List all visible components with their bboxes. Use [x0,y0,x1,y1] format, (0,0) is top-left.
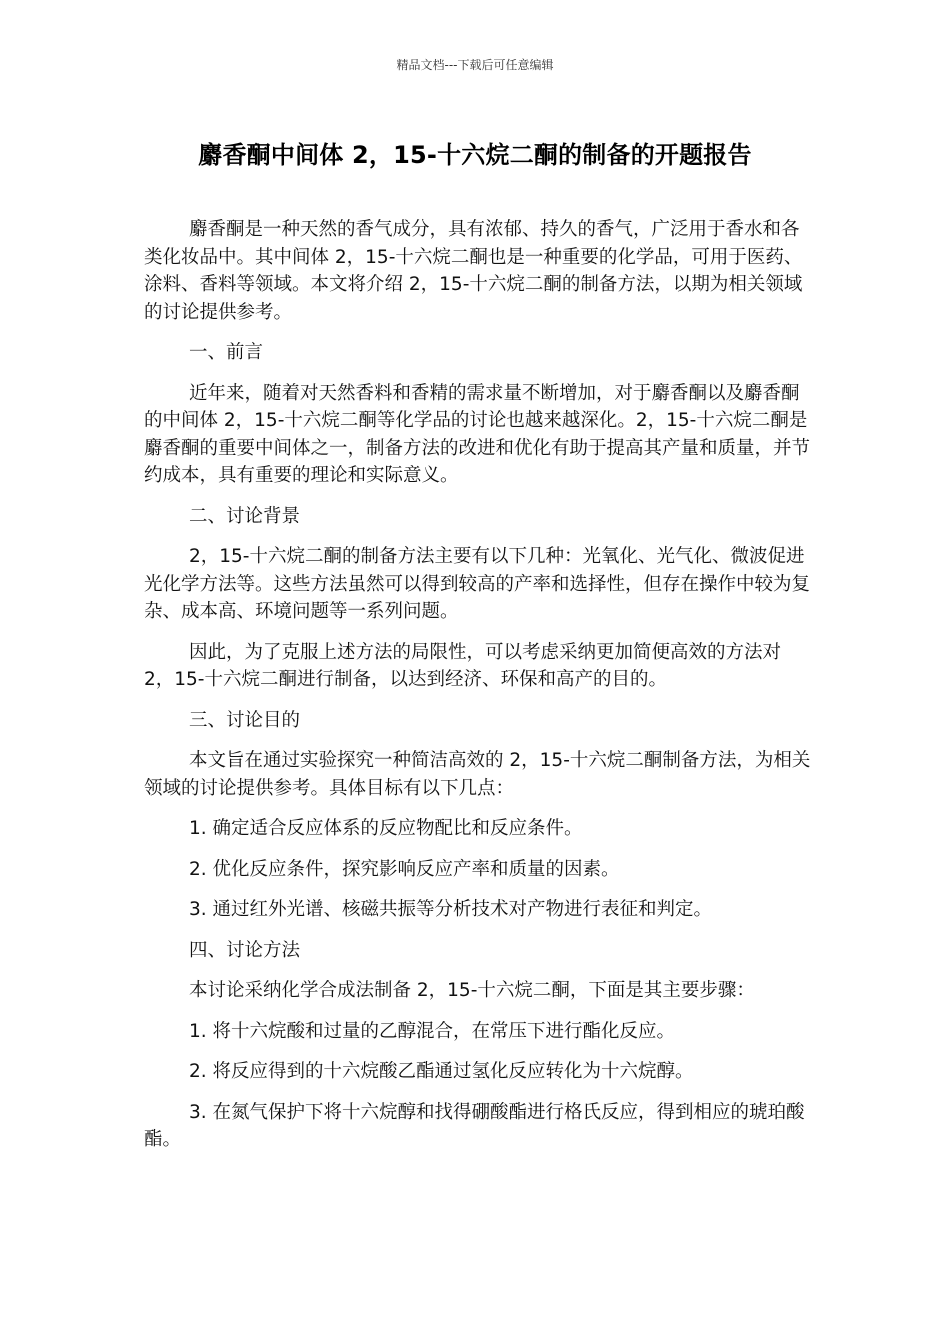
document-title: 麝香酮中间体 2，15-十六烷二酮的制备的开题报告 [198,141,752,169]
background-paragraph-1: 2，15-十六烷二酮的制备方法主要有以下几种：光氧化、光气化、微波促进光化学方法等。这些方法虽然可以得到较高的产率和选择性，但存在操作中较为复杂、成本高、环境问题等一系列问题。 [144,546,811,622]
method-step-2: 2. 将反应得到的十六烷酸乙酯通过氢化反应转化为十六烷醇。 [189,1061,694,1082]
section-heading-background: 二、讨论背景 [189,505,301,527]
page-header: 精品文档---下载后可任意编辑 [396,58,554,72]
purpose-item-2: 2. 优化反应条件，探究影响反应产率和质量的因素。 [189,858,620,880]
background-paragraph-2: 因此，为了克服上述方法的局限性，可以考虑采纳更加简便高效的方法对 2，15-十六烷二酮进行制备，以达到经济、环保和高产的目的。 [144,641,782,690]
purpose-paragraph: 本文旨在通过实验探究一种简洁高效的 2，15-十六烷二酮制备方法，为相关领域的讨论提供参考。具体目标有以下几点： [144,750,811,799]
section-heading-method: 四、讨论方法 [189,939,301,961]
method-paragraph: 本讨论采纳化学合成法制备 2，15-十六烷二酮，下面是其主要步骤： [189,980,755,1001]
method-step-3: 3. 在氮气保护下将十六烷醇和找得硼酸酯进行格氏反应，得到相应的琥珀酸酯。 [144,1101,805,1150]
intro-paragraph: 麝香酮是一种天然的香气成分，具有浓郁、持久的香气，广泛用于香水和各类化妆品中。其中间体 2，15-十六烷二酮也是一种重要的化学品，可用于医药、涂料、香料等领域。本文将介绍 2，15-十六烷二酮的制备方法，以期为相关领域的讨论提供参考。 [144,219,803,323]
section-heading-purpose: 三、讨论目的 [189,709,301,731]
document-body [144,216,816,1154]
purpose-item-3: 3. 通过红外光谱、核磁共振等分析技术对产物进行表征和判定。 [189,899,713,920]
method-step-1: 1. 将十六烷酸和过量的乙醇混合，在常压下进行酯化反应。 [189,1020,676,1042]
purpose-item-1: 1. 确定适合反应体系的反应物配比和反应条件。 [189,818,583,839]
preface-paragraph: 近年来，随着对天然香料和香精的需求量不断增加，对于麝香酮以及麝香酮的中间体 2，15-十六烷二酮等化学品的讨论也越来越深化。2，15-十六烷二酮是麝香酮的重要中间体之一，制备方法的改进和优化有助于提高其产量和质量，并节约成本，具有重要的理论和实际意义。 [144,382,811,486]
section-heading-preface: 一、前言 [189,342,264,363]
